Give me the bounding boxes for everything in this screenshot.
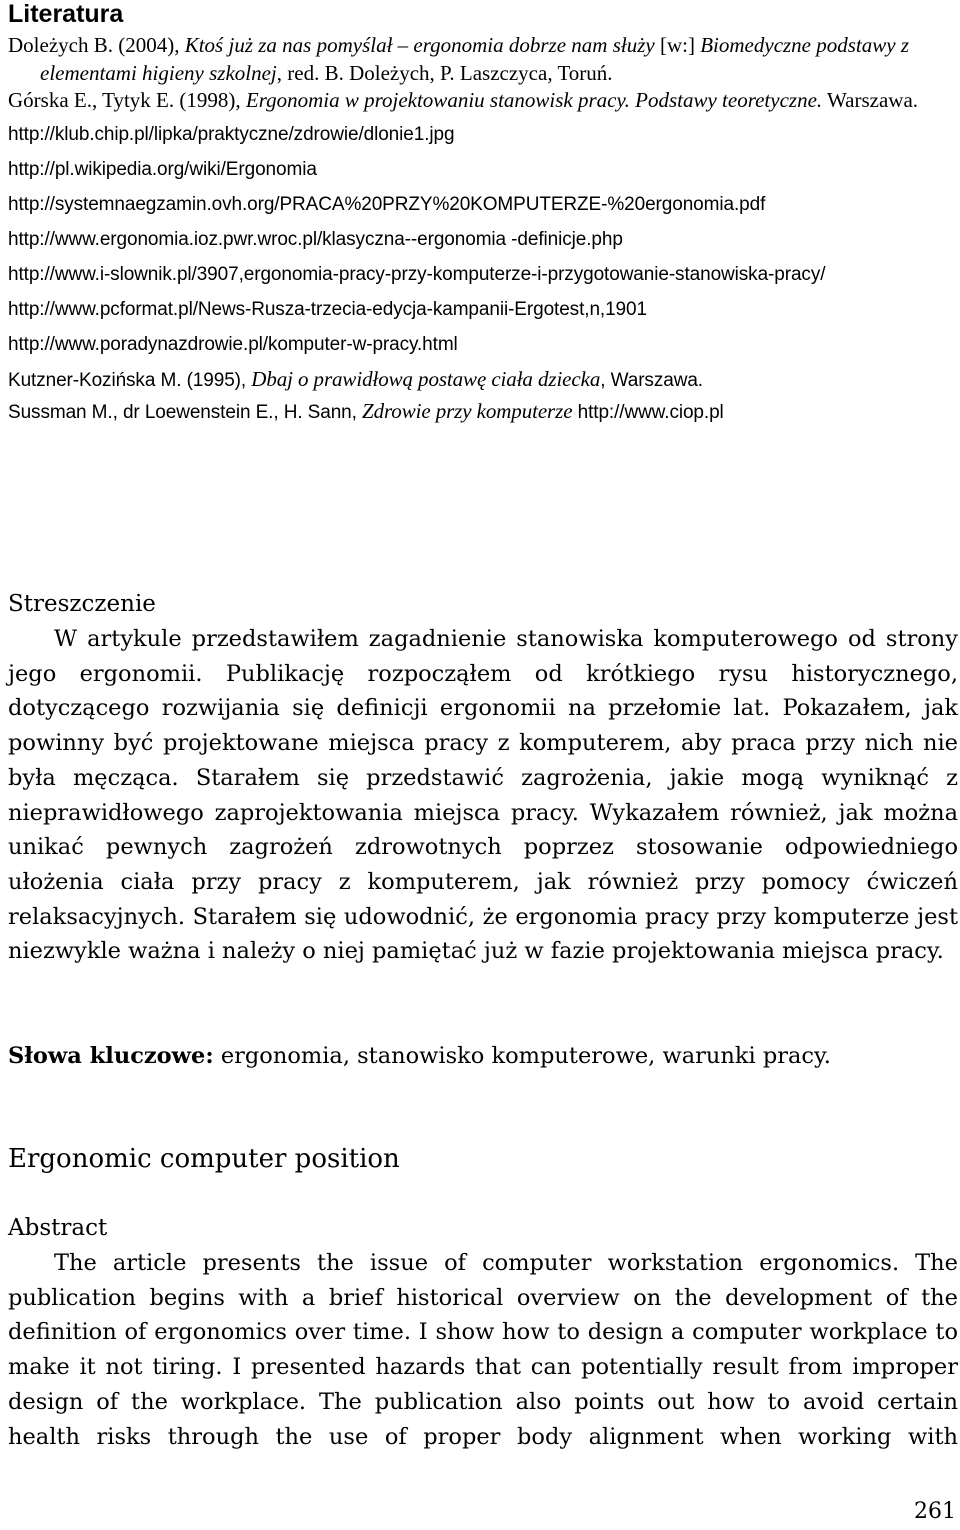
reference-title: Zdrowie przy komputerze: [362, 398, 573, 423]
references-section: [8, 0, 958, 430]
page-number: 261: [914, 1499, 956, 1524]
reference-author: Doleżych B. (2004),: [8, 33, 185, 57]
reference-text: Warszawa.: [822, 88, 919, 112]
reference-item: [8, 32, 958, 87]
reference-url: http://www.i-slownik.pl/3907,ergonomia-pracy-przy-komputerze-i-przygotowanie-stanowiska-pracy/: [8, 263, 826, 285]
keywords-value: ergonomia, stanowisko komputerowe, warunki pracy.: [213, 1043, 831, 1069]
reference-item: [8, 87, 958, 115]
reference-text: , red. B. Doleżych, P. Laszczyca, Toruń.: [276, 60, 613, 85]
keywords-label: Słowa kluczowe:: [8, 1043, 214, 1069]
summary-heading: Streszczenie: [8, 591, 156, 617]
reference-text: http://www.ciop.pl: [572, 401, 724, 423]
reference-url: http://klub.chip.pl/lipka/praktyczne/zdrowie/dlonie1.jpg: [8, 123, 455, 145]
summary-text: W artykule przedstawiłem zagadnienie stanowiska komputerowego od strony jego ergonomii. Publikację rozpocząłem od krótkiego rysu historycznego, dotyczącego rozwijania się definicji ergonomii na przełomie lat. Pokazałem, jak powinny być projektowane miejsca pracy z komputerem, aby praca przy nich nie była męcząca. Starałem się przedstawić zagrożenia, jakie mogą wyniknąć z nieprawidłowego zaprojektowania miejsca pracy. Wykazałem również, jak można unikać pewnych zagrożeń zdrowotnych poprzez stosowanie odpowiedniego ułożenia ciała przy pracy z komputerem, jak również przy pomocy ćwiczeń relaksacyjnych. Starałem się udowodnić, że ergonomia pracy przy komputerze jest niezwykle ważna i należy o niej pamiętać już w fazie projektowania miejsca pracy.: [8, 626, 958, 965]
reference-title: Dbaj o prawidłową postawę ciała dziecka: [251, 366, 601, 391]
references-heading: Literatura: [8, 0, 124, 28]
reference-item: [8, 366, 958, 394]
reference-item: [8, 398, 958, 426]
reference-url: http://www.poradynazdrowie.pl/komputer-w-pracy.html: [8, 333, 458, 355]
reference-title: Ergonomia w projektowaniu stanowisk pracy. Podstawy teoretyczne.: [245, 88, 823, 112]
reference-text: [w:]: [654, 33, 701, 57]
abstract-section: [8, 1212, 958, 1454]
abstract-heading: Abstract: [8, 1215, 108, 1241]
reference-title: Ktoś już za nas pomyślał – ergonomia dobrze nam służy: [184, 33, 655, 57]
reference-text: , Warszawa.: [600, 369, 703, 391]
abstract-text: The article presents the issue of computer workstation ergonomics. The publication begins with a brief historical overview on the development of the definition of ergonomics over time. I show how to design a computer workplace to make it not tiring. I presented hazards that can potentially result from improper design of the workplace. The publication also points out how to avoid certain health risks through the use of proper body alignment when working with: [8, 1250, 958, 1450]
reference-url: http://systemnaegzamin.ovh.org/PRACA%20PRZY%20KOMPUTERZE-%20ergonomia.pdf: [8, 193, 766, 215]
reference-author: Górska E., Tytyk E. (1998),: [8, 88, 246, 112]
keywords-line: [8, 1040, 958, 1072]
summary-section: [8, 588, 958, 969]
reference-author: Kutzner-Kozińska M. (1995),: [8, 369, 252, 391]
reference-book: Biomedyczne podstawy z elementami higieny szkolnej: [40, 33, 910, 85]
english-title: Ergonomic computer position: [8, 1144, 400, 1174]
reference-url: http://pl.wikipedia.org/wiki/Ergonomia: [8, 158, 317, 180]
reference-author: Sussman M., dr Loewenstein E., H. Sann,: [8, 401, 363, 423]
reference-url: http://www.pcformat.pl/News-Rusza-trzecia-edycja-kampanii-Ergotest,n,1901: [8, 298, 647, 320]
reference-url: http://www.ergonomia.ioz.pwr.wroc.pl/klasyczna--ergonomia -definicje.php: [8, 228, 623, 250]
